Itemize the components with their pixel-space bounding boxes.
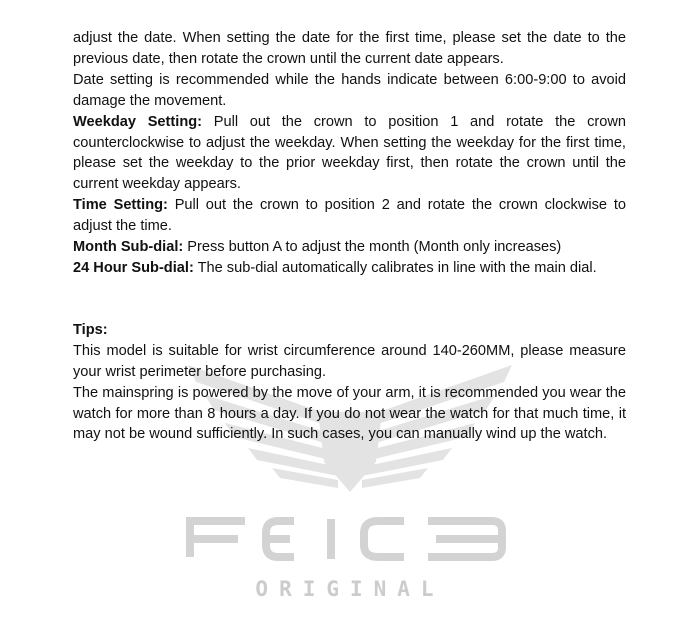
time-setting-label: Time Setting: <box>73 197 168 214</box>
watermark-subtitle: ORIGINAL <box>255 577 445 601</box>
paragraph-weekday-setting: Weekday Setting: Pull out the crown to position 1 and rotate the crown counterclockwise to adjust the weekday. When setting the weekday for the first time, please set the weekday to the prior weekday first, then rotate the crown until the current weekday appears. <box>73 113 627 193</box>
paragraph-time-setting: Time Setting: Pull out the crown to position 2 and rotate the crown clockwise to adjust the time. <box>73 197 627 235</box>
paragraph-date-note: Date setting is recommended while the hands indicate between 6:00-9:00 to avoid damage the movement. <box>73 71 626 109</box>
brand-letters <box>190 519 502 559</box>
24-hour-subdial-label: 24 Hour Sub-dial: <box>73 259 194 276</box>
paragraph-date-continuation: adjust the date. When setting the date for the first time, please set the date to the previous date, then rotate the crown until the current date appears. <box>73 30 626 67</box>
weekday-setting-label: Weekday Setting: <box>73 113 203 130</box>
paragraph-24-hour-subdial: 24 Hour Sub-dial: The sub-dial automatically calibrates in line with the main dial. <box>73 259 597 276</box>
tips-paragraph-wrist-size: This model is suitable for wrist circumference around 140-260MM, please measure your wrist perimeter before purchasing. <box>73 342 626 380</box>
tips-heading: Tips: <box>73 321 108 338</box>
section-spacer <box>73 279 626 320</box>
paragraph-month-subdial: Month Sub-dial: Press button A to adjust the month (Month only increases) <box>73 239 562 256</box>
tips-paragraph-mainspring: The mainspring is powered by the move of your arm, it is recommended you wear the watch for more than 8 hours a day. If you do not wear the watch for that much time, it may not be wound sufficiently. In such cases, you can manually wind up the watch. <box>73 384 626 443</box>
month-subdial-label: Month Sub-dial: <box>73 239 184 256</box>
document-body <box>73 28 626 445</box>
